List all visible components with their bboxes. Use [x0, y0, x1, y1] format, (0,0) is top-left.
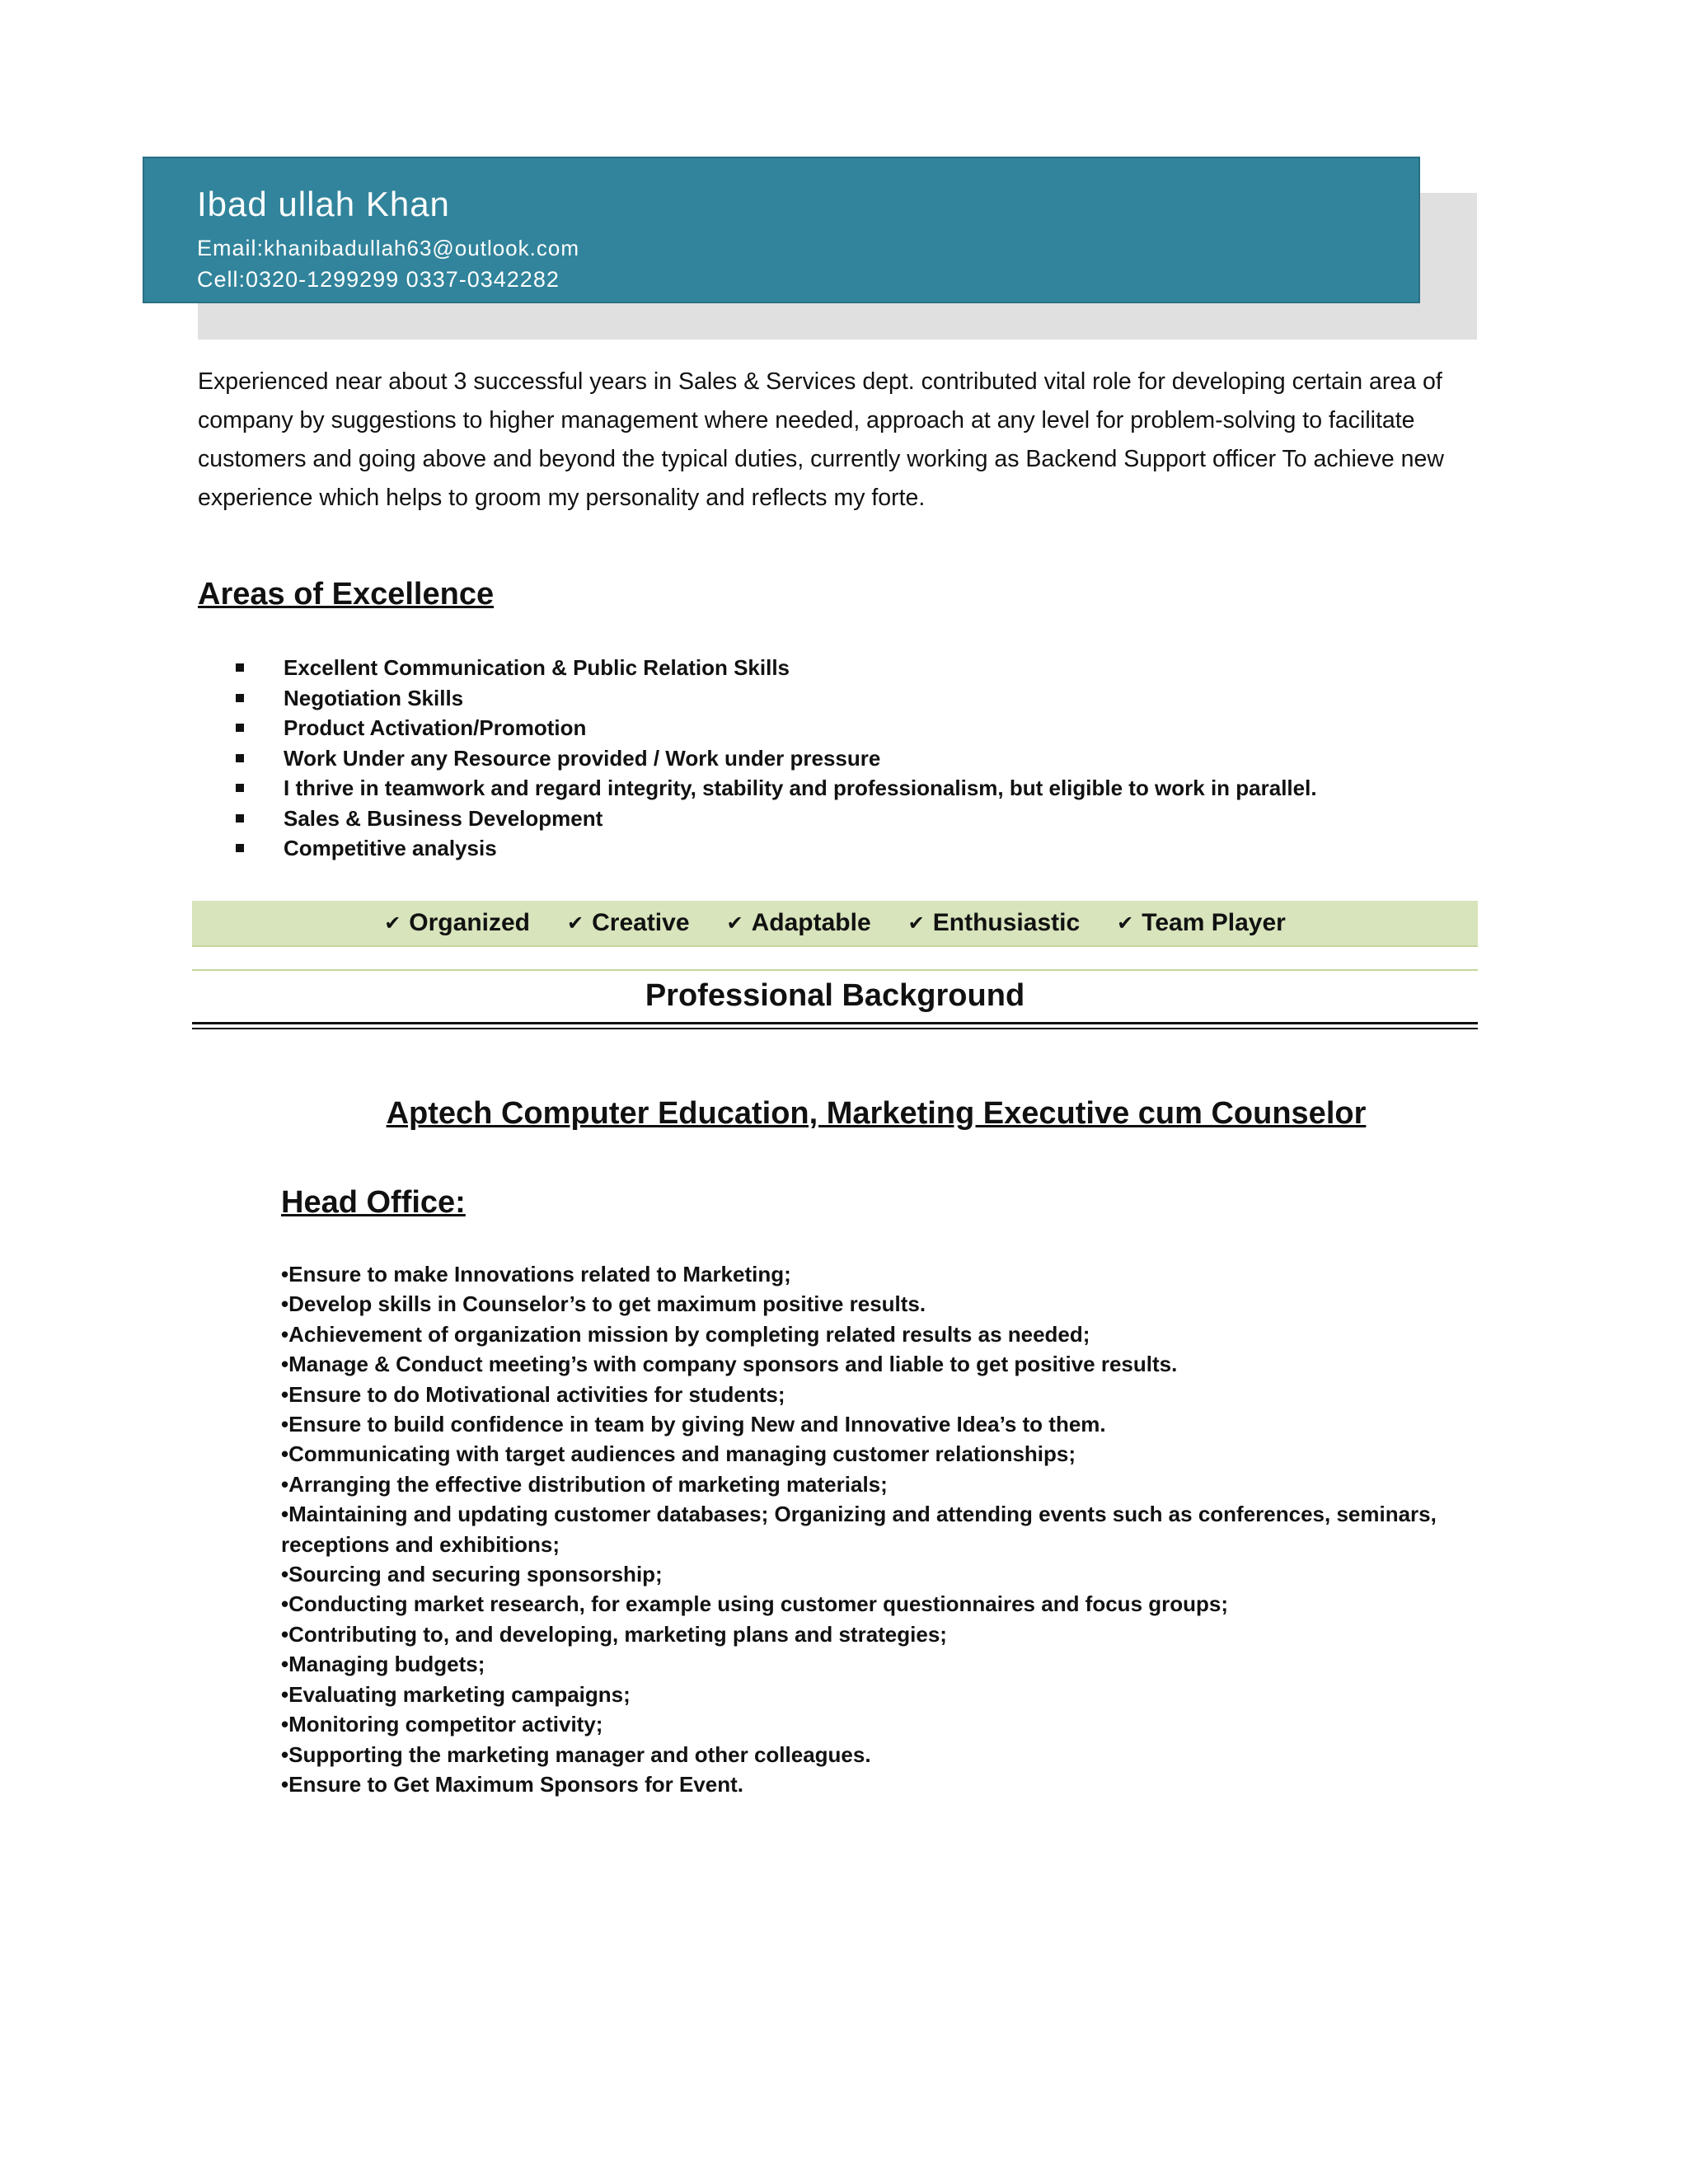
square-bullet-icon: [236, 814, 244, 823]
trait-adaptable: ✔ Adaptable: [726, 909, 871, 936]
excellence-title: Areas of Excellence: [198, 577, 495, 612]
list-item: Excellent Communication & Public Relation Skills: [236, 653, 1472, 683]
trait-organized: ✔ Organized: [384, 909, 530, 936]
candidate-name: Ibad ullah Khan: [197, 185, 450, 223]
list-item: Work Under any Resource provided / Work under pressure: [236, 743, 1472, 774]
job-title: Aptech Computer Education, Marketing Executive cum Counselor: [386, 1096, 1367, 1131]
divider: [192, 1022, 1478, 1024]
square-bullet-icon: [236, 784, 244, 792]
list-item: •Supporting the marketing manager and other colleagues.: [281, 1741, 871, 1767]
list-item: Product Activation/Promotion: [236, 713, 1472, 743]
list-item: •Communicating with target audiences and managing customer relationships;: [281, 1441, 1076, 1467]
check-icon: ✔: [1117, 912, 1134, 935]
list-item: •Sourcing and securing sponsorship;: [281, 1562, 663, 1587]
check-icon: ✔: [384, 912, 401, 935]
square-bullet-icon: [236, 724, 244, 732]
square-bullet-icon: [236, 754, 244, 762]
list-item: •Ensure to build confidence in team by giving New and Innovative Idea’s to them.: [281, 1412, 1106, 1437]
list-item: •Ensure to make Innovations related to Marketing;: [281, 1262, 791, 1286]
cell-label: Cell:: [197, 267, 246, 292]
list-item: •Manage & Conduct meeting’s with company sponsors and liable to get positive results.: [281, 1352, 1178, 1377]
list-item: I thrive in teamwork and regard integrity, stability and professionalism, but eligible to work in parallel.: [236, 773, 1472, 804]
square-bullet-icon: [236, 694, 244, 702]
check-icon: ✔: [567, 912, 584, 935]
excellence-list: [236, 653, 1472, 864]
list-item: •Develop skills in Counselor’s to get maximum positive results.: [281, 1291, 926, 1317]
check-icon: ✔: [726, 912, 743, 935]
list-item: •Ensure to Get Maximum Sponsors for Event.: [281, 1771, 743, 1797]
background-title: Professional Background: [645, 978, 1025, 1013]
square-bullet-icon: [236, 663, 244, 672]
list-item: •Achievement of organization mission by completing related results as needed;: [281, 1321, 1090, 1347]
check-icon: ✔: [907, 912, 925, 935]
email-label: Email:: [197, 236, 265, 260]
list-item: •Evaluating marketing campaigns;: [281, 1681, 631, 1707]
trait-creative: ✔ Creative: [567, 909, 690, 936]
list-item: •Ensure to do Motivational activities for students;: [281, 1381, 785, 1407]
trait-enthusiastic: ✔ Enthusiastic: [907, 909, 1081, 936]
email-address[interactable]: khanibadullah63@outlook.com: [264, 236, 579, 260]
cell-numbers: 0320-1299299 0337-0342282: [246, 267, 560, 292]
duties-list: [281, 1259, 1451, 1799]
cell-line: [197, 267, 560, 293]
contact-header: [143, 157, 1420, 303]
square-bullet-icon: [236, 844, 244, 852]
summary-paragraph: Experienced near about 3 successful years in Sales & Services dept. contributed vital role for developing certain area of company by suggestions to higher management where needed, approach at any level for problem-solving to facilitate customers and going above and beyond the typical duties, currently working as Backend Support officer To achieve new experience which helps to groom my personality and reflects my forte.: [198, 368, 1444, 511]
divider: [192, 1028, 1478, 1029]
list-item: Negotiation Skills: [236, 683, 1472, 714]
email-line: [197, 236, 579, 261]
traits-bar: [192, 901, 1478, 947]
list-item: •Managing budgets;: [281, 1652, 485, 1677]
list-item: •Monitoring competitor activity;: [281, 1712, 603, 1737]
trait-team-player: ✔ Team Player: [1117, 909, 1286, 936]
office-title: Head Office:: [281, 1185, 466, 1220]
list-item: •Contributing to, and developing, marketing plans and strategies;: [281, 1621, 947, 1647]
list-item: Sales & Business Development: [236, 804, 1472, 834]
list-item: •Conducting market research, for example using customer questionnaires and focus groups;: [281, 1591, 1229, 1617]
list-item: •Maintaining and updating customer databases; Organizing and attending events such as conferences, seminars, receptions and exhibitions;: [281, 1502, 1437, 1557]
list-item: •Arranging the effective distribution of marketing materials;: [281, 1471, 888, 1497]
list-item: Competitive analysis: [236, 833, 1472, 864]
